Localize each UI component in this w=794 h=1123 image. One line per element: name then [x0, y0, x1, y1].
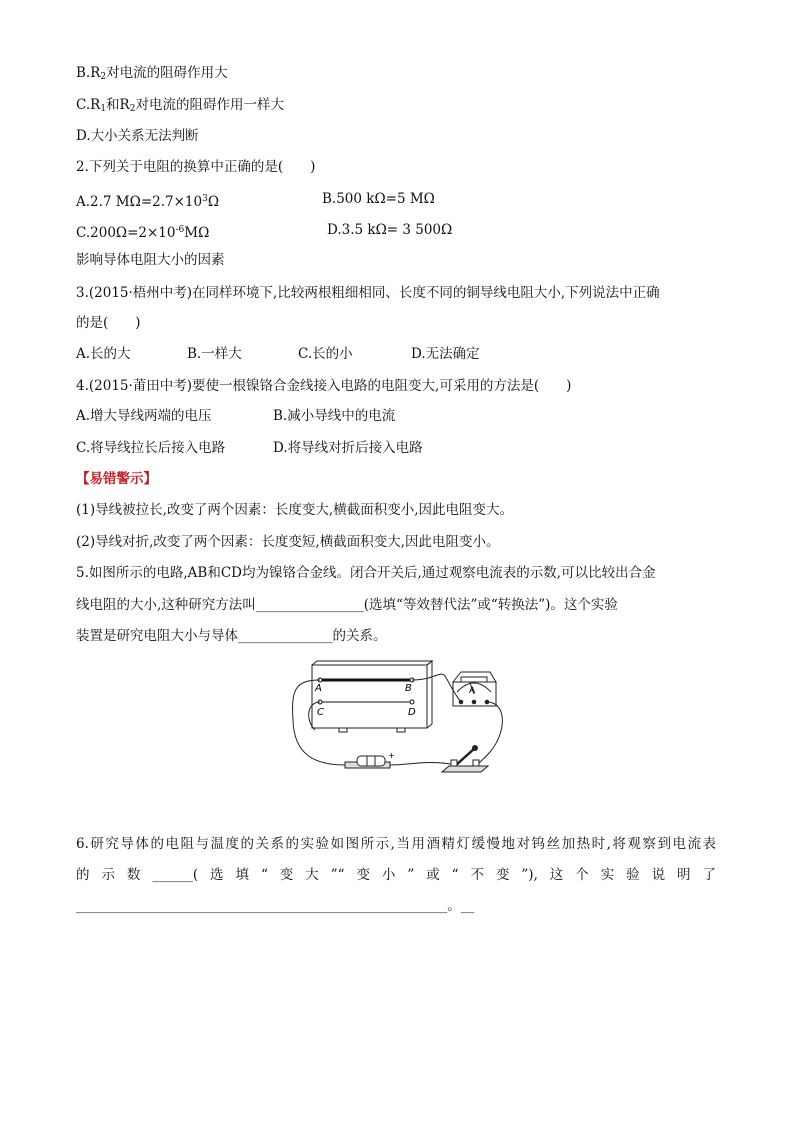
- q5-line3: 装置是研究电阻大小与导体______________的关系。: [76, 628, 387, 644]
- q5-line2: 线电阻的大小,这种研究方法叫________________(选填“等效替代法”或“转换法”)。这个实验: [76, 597, 618, 613]
- q4-option-a: A.增大导线两端的电压: [76, 408, 212, 424]
- q2-option-b: B.500 kΩ=5 MΩ: [322, 191, 435, 207]
- q2-option-a: A.2.7 $M\Omega=2.7\times 10^3\Omega$: [76, 194, 220, 210]
- q3-option-d: D.无法确定: [411, 346, 480, 362]
- label-d: D: [408, 707, 416, 718]
- q3-option-c: C.长的小: [298, 346, 353, 362]
- wire-ab: [318, 678, 414, 682]
- q3-option-b: B.一样大: [187, 346, 242, 362]
- q1-option-c: $C.R_1$和$R_2$对电流的阻碍作用一样大: [76, 97, 284, 114]
- q4-option-c: C.将导线拉长后接入电路: [76, 440, 226, 456]
- q2-stem: 2.下列关于电阻的换算中正确的是( ): [76, 159, 316, 175]
- q3-option-a: A.长的大: [76, 346, 131, 362]
- q4-stem: 4.(2015·莆田中考)要使一根镍铬合金线接入电路的电阻变大,可采用的方法是( ): [76, 378, 572, 394]
- label-a: A: [315, 683, 322, 694]
- q4-option-b: B.减小导线中的电流: [273, 408, 396, 424]
- q3-stem-line2: 的是( ): [76, 315, 141, 331]
- q5-line1: 5.如图所示的电路,AB和CD均为镍铬合金线。闭合开关后,通过观察电流表的示数,可以比较出合金: [76, 565, 656, 581]
- battery-plus-sign: +: [388, 751, 395, 760]
- q6-line1: 6.研究导体的电阻与温度的关系的实验如图所示,当用酒精灯缓慢地对钨丝加热时,将观察到电流表: [76, 836, 716, 852]
- q6-line3: _______________________________________________________。__: [76, 898, 475, 914]
- q1-option-b: $B.R_2$对电流的阻碍作用大: [76, 65, 228, 82]
- battery: [345, 756, 390, 768]
- resistance-board: [312, 661, 432, 732]
- warning-item-1: (1)导线被拉长,改变了两个因素：长度变大,横截面积变小,因此电阻变大。: [76, 502, 513, 518]
- q1-option-d: D.大小关系无法判断: [76, 128, 199, 144]
- q4-option-d: D.将导线对折后接入电路: [273, 440, 423, 456]
- label-b: B: [405, 683, 412, 694]
- q3-stem-line1: 3.(2015·梧州中考)在同样环境下,比较两根粗细相同、长度不同的铜导线电阻大小,下列说法中正确: [76, 285, 660, 301]
- q6-line2: 的示数______(选填“变大”“变小”或“不变”),这个实验说明了: [76, 867, 716, 883]
- section-title: 影响导体电阻大小的因素: [76, 252, 225, 268]
- ammeter-label: A: [469, 686, 476, 696]
- switch: [442, 746, 488, 773]
- warning-item-2: (2)导线对折,改变了两个因素：长度变短,横截面积变大,因此电阻变小。: [76, 534, 500, 550]
- label-c: C: [317, 707, 324, 718]
- q2-option-d: D.3.5 kΩ= 3 500Ω: [327, 222, 453, 238]
- warning-title: 【易错警示】: [76, 471, 157, 487]
- circuit-figure: [285, 660, 525, 780]
- q2-option-c: $C.200\Omega=2\times 10^{-6}M\Omega$: [76, 225, 210, 241]
- wire-cd: [318, 700, 414, 704]
